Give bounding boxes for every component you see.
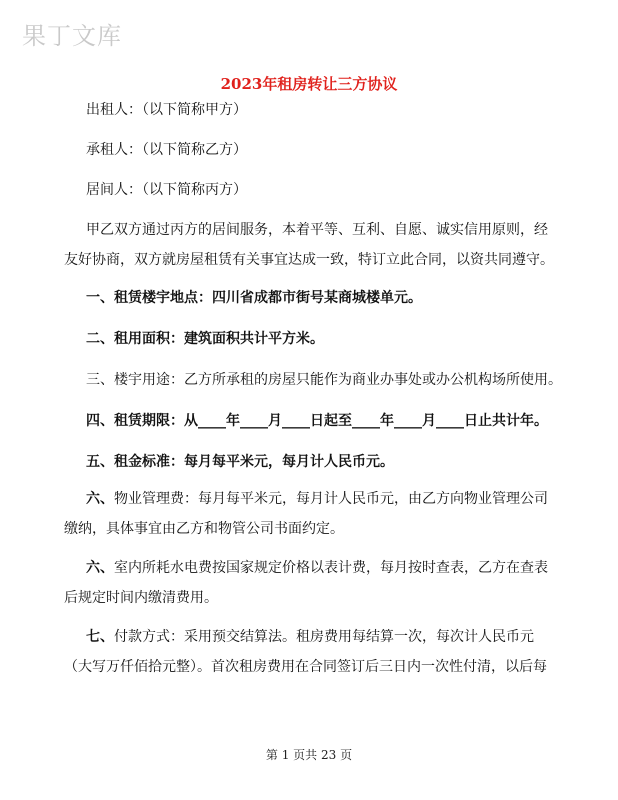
document-title: 2023年租房转让三方协议 <box>220 75 398 93</box>
clause-6b-label: 六、 <box>86 560 114 576</box>
clause-7-line-2: （大写万仟佰拾元整）。首次租房费用在合同签订后三日内一次性付清，以后每 <box>64 659 547 675</box>
page-footer: 第 1 页共 23 页 <box>265 748 353 762</box>
clause-1: 一、租赁楼宇地点：四川省成都市街号某商城楼单元。 <box>86 290 422 306</box>
intro-paragraph <box>64 215 556 275</box>
clause-6a-label: 六、 <box>86 491 114 507</box>
clause-6a-line-2: 缴纳，具体事宜由乙方和物管公司书面约定。 <box>64 521 344 537</box>
clause-7-payment <box>64 622 556 682</box>
clause-4: 四、租赁期限：从____年____月____日起至____年____月____日止共计年。 <box>86 413 548 429</box>
clause-6-utilities <box>64 553 556 613</box>
clause-3: 三、楼宇用途：乙方所承租的房屋只能作为商业办事处或办公机构场所使用。 <box>86 372 562 388</box>
clause-6a-line-1: 物业管理费：每月每平米元，每月计人民币元，由乙方向物业管理公司 <box>114 491 548 507</box>
clause-7-label: 七、 <box>86 629 114 645</box>
intro-line-1: 甲乙双方通过丙方的居间服务，本着平等、互利、自愿、诚实信用原则，经 <box>86 222 548 238</box>
clause-6b-line-2: 后规定时间内缴清费用。 <box>64 590 218 606</box>
party-lessor: 出租人：（以下简称甲方） <box>86 102 247 118</box>
watermark-logo: 果丁文库 <box>22 22 122 50</box>
intro-line-2: 友好协商，双方就房屋租赁有关事宜达成一致，特订立此合同，以资共同遵守。 <box>64 252 554 268</box>
party-intermediary: 居间人：（以下简称丙方） <box>86 182 247 198</box>
clause-6b-line-1: 室内所耗水电费按国家规定价格以表计费，每月按时查表，乙方在查表 <box>114 560 548 576</box>
clause-5: 五、租金标准：每月每平米元，每月计人民币元。 <box>86 454 394 470</box>
clause-7-line-1: 付款方式：采用预交结算法。租房费用每结算一次，每次计人民币元 <box>114 629 534 645</box>
party-lessee: 承租人：（以下简称乙方） <box>86 142 247 158</box>
clause-6-property-fee <box>64 484 556 544</box>
clause-2: 二、租用面积：建筑面积共计平方米。 <box>86 331 324 347</box>
